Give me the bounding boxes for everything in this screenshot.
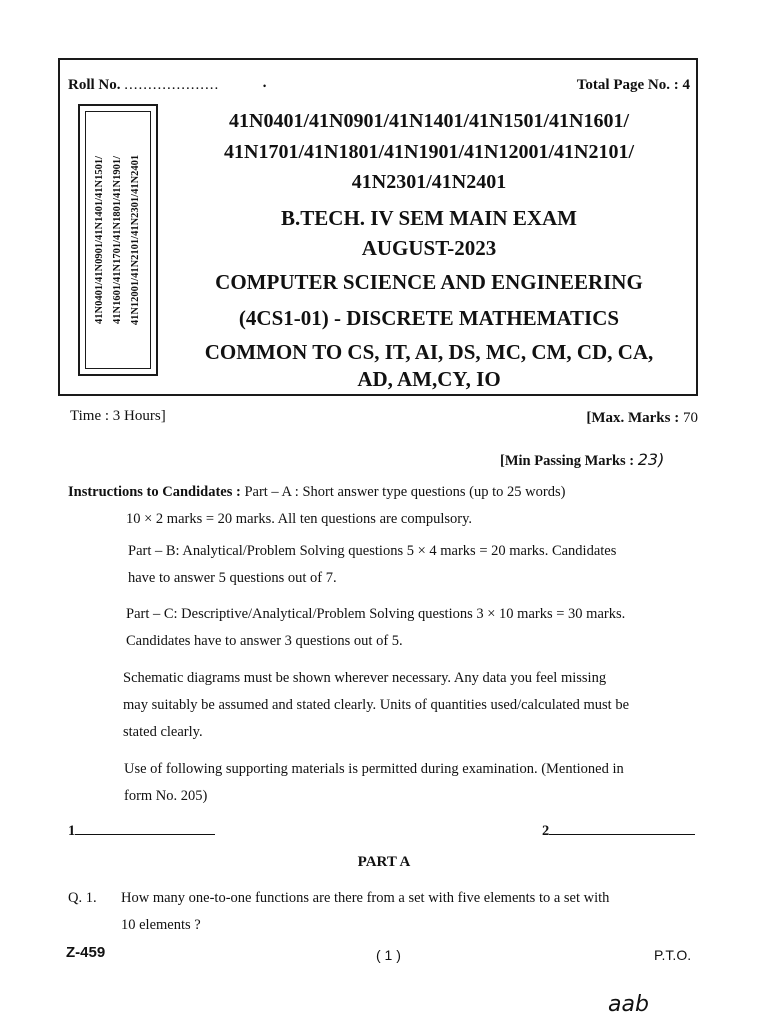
- max-marks: [Max. Marks : 70: [586, 410, 698, 426]
- pto-label: P.T.O.: [654, 947, 692, 963]
- exam-title: B.TECH. IV SEM MAIN EXAM: [281, 206, 577, 230]
- part-a-title: PART A: [357, 854, 411, 870]
- instructions-part-a-marks: 10 × 2 marks = 20 marks. All ten questions are compulsory.: [126, 511, 473, 527]
- instructions-schematic: Schematic diagrams must be shown wherever necessary. Any data you feel missing may suitably be assumed and stated clearly. Units of quantities used/calculated must be stated clearly.: [123, 670, 630, 740]
- vertical-codes: 41N0401/41N0901/41N1401/41N1501/ 41N1601/41N1701/41N1801/41N1901/ 41N12001/41N2101/41N2301/41N2401: [94, 154, 141, 326]
- branch-title: COMPUTER SCIENCE AND ENGINEERING: [215, 270, 643, 294]
- paper-code-line-2: 41N1701/41N1801/41N1901/41N12001/41N2101/: [224, 141, 634, 163]
- question-1-number: Q. 1.: [68, 890, 97, 906]
- exam-date: AUGUST-2023: [361, 236, 497, 260]
- question-1-text: How many one-to-one functions are there from a set with five elements to a set with 10 elements ?: [121, 890, 610, 933]
- material-item-1: 1: [68, 818, 215, 845]
- min-passing-marks: [Min Passing Marks : 23): [500, 450, 665, 469]
- instructions-part-a: Instructions to Candidates : Part – A : Short answer type questions (up to 25 words): [68, 484, 566, 500]
- subject-title: (4CS1-01) - DISCRETE MATHEMATICS: [238, 306, 620, 330]
- handwritten-mark: aab: [608, 992, 649, 1017]
- vertical-code-box: [78, 104, 158, 376]
- instructions-part-c: Part – C: Descriptive/Analytical/Problem Solving questions 3 × 10 marks = 30 marks. Candidates have to answer 3 questions out of 5.: [126, 606, 626, 649]
- paper-code-line-1: 41N0401/41N0901/41N1401/41N1501/41N1601/: [229, 110, 629, 132]
- instructions-part-b: Part – B: Analytical/Problem Solving questions 5 × 4 marks = 20 marks. Candidates have to answer 5 questions out of 7.: [128, 543, 617, 586]
- roll-number: Roll No. .................... •: [68, 77, 267, 93]
- exam-time: Time : 3 Hours]: [70, 408, 166, 424]
- common-to-line-2: AD, AM,CY, IO: [357, 367, 501, 391]
- total-pages: Total Page No. : 4: [576, 77, 690, 93]
- common-to-line-1: COMMON TO CS, IT, AI, DS, MC, CM, CD, CA,: [204, 340, 654, 364]
- paper-code-footer: Z-459: [66, 944, 106, 961]
- instructions-support: Use of following supporting materials is permitted during examination. (Mentioned in form No. 205): [124, 761, 624, 804]
- page-number: ( 1 ): [376, 947, 401, 963]
- material-item-2: 2: [542, 818, 695, 845]
- paper-code-line-3: 41N2301/41N2401: [351, 171, 507, 193]
